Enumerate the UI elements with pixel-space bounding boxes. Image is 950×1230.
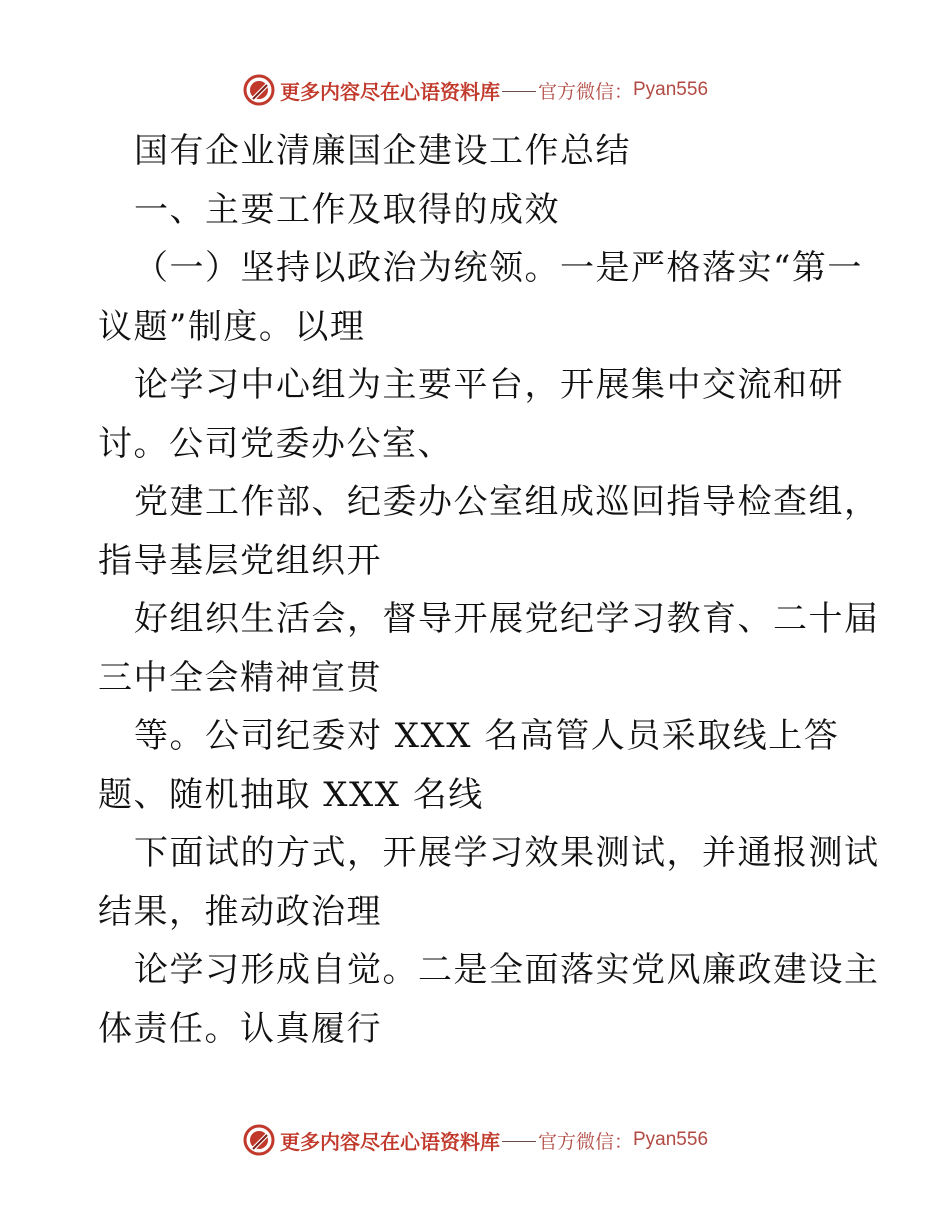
body-line: 三中全会精神宣贯 <box>98 657 382 698</box>
footer-brand-text: 更多内容尽在心语资料库 <box>279 1129 500 1154</box>
section-heading: 一、主要工作及取得的成效 <box>134 189 560 230</box>
footer-dash <box>502 1141 536 1142</box>
body-line: 党建工作部、纪委办公室组成巡回指导检查组， <box>134 482 880 522</box>
body-line: 论学习中心组为主要平台，开展集中交流和研 <box>134 365 844 405</box>
body-line: 指导基层党组织开 <box>98 540 382 581</box>
footer-banner <box>0 1120 950 1160</box>
body-line: 好组织生活会，督导开展党纪学习教育、二十届 <box>134 599 880 639</box>
header-brand-text: 更多内容尽在心语资料库 <box>279 79 500 104</box>
header-wechat-label: 官方微信： <box>537 80 633 103</box>
body-line: 议题”制度。以理 <box>98 306 366 347</box>
footer-wechat-label: 官方微信： <box>537 1130 633 1153</box>
body-line: 体责任。认真履行 <box>98 1008 382 1049</box>
body-line: 下面试的方式，开展学习效果测试，并通报测试 <box>134 833 880 873</box>
document-body <box>98 122 880 1058</box>
footer-wechat-id: Pyan556 <box>633 1129 709 1150</box>
body-line: 讨。公司党委办公室、 <box>98 423 453 464</box>
header-wechat-id: Pyan556 <box>633 79 709 100</box>
body-line: （一）坚持以政治为统领。一是严格落实“第一 <box>134 248 863 288</box>
body-line: 论学习形成自觉。二是全面落实党风廉政建设主 <box>134 950 880 990</box>
header-dash <box>502 91 536 92</box>
body-line: 结果，推动政治理 <box>98 891 382 932</box>
header-banner <box>0 70 950 110</box>
body-line: 等。公司纪委对 XXX 名高管人员采取线上答 <box>134 716 840 756</box>
body-line: 题、随机抽取 XXX 名线 <box>98 774 484 815</box>
pen-seal-logo-icon <box>242 1123 276 1157</box>
document-title: 国有企业清廉国企建设工作总结 <box>134 131 631 171</box>
pen-seal-logo-icon <box>242 73 276 107</box>
